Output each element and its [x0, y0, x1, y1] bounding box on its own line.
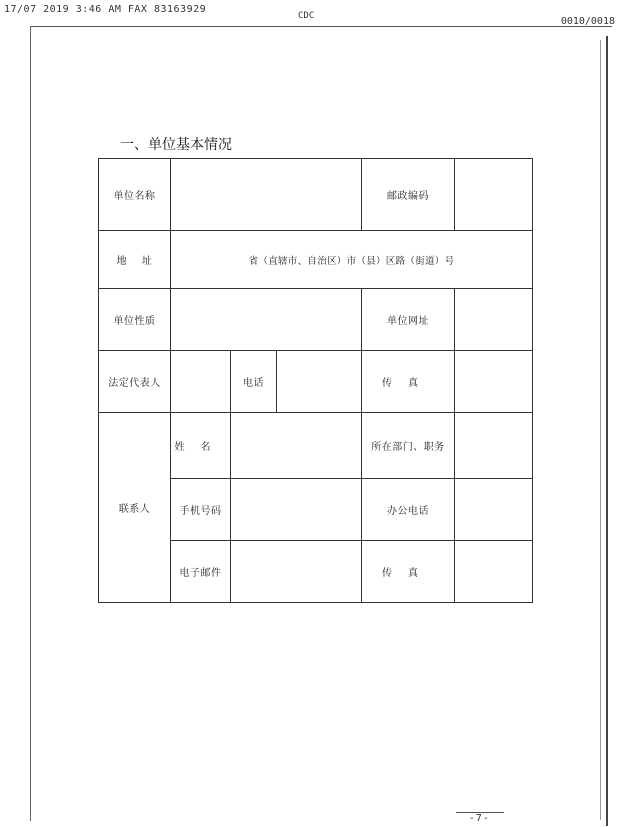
unit-nature-label: 单位性质 [99, 289, 171, 351]
form-row-address [99, 231, 533, 289]
fax-field[interactable] [455, 351, 533, 413]
mobile-field[interactable] [231, 479, 362, 541]
unit-name-label: 单位名称 [99, 159, 171, 231]
form-row-unit-nature [99, 289, 533, 351]
legal-rep-label: 法定代表人 [99, 351, 171, 413]
phone-label: 电话 [231, 351, 277, 413]
section-title: 一、单位基本情况 [120, 137, 232, 153]
office-phone-field[interactable] [455, 479, 533, 541]
office-phone-label: 办公电话 [362, 479, 455, 541]
unit-website-field[interactable] [455, 289, 533, 351]
postal-code-label: 邮政编码 [362, 159, 455, 231]
page-border-right-inner [600, 40, 601, 820]
address-label: 地 址 [99, 231, 171, 289]
unit-nature-field[interactable] [171, 289, 362, 351]
dept-position-field[interactable] [455, 413, 533, 479]
form-row-unit-name [99, 159, 533, 231]
email-field[interactable] [231, 541, 362, 603]
contact-fax-field[interactable] [455, 541, 533, 603]
unit-name-field[interactable] [171, 159, 362, 231]
page-border-right [606, 36, 608, 826]
page-border-top [30, 26, 612, 27]
form-row-contact-name [99, 413, 533, 479]
postal-code-field[interactable] [455, 159, 533, 231]
fax-label: 传真 [362, 351, 455, 413]
contact-name-label: 姓名 [171, 413, 231, 479]
mobile-label: 手机号码 [171, 479, 231, 541]
fax-header-page-count: 0010/0018 [560, 16, 615, 27]
form-row-legal-rep [99, 351, 533, 413]
unit-info-form [98, 158, 533, 603]
unit-website-label: 单位网址 [362, 289, 455, 351]
fax-header-sender: CDC [298, 11, 315, 21]
page-border-left [30, 26, 31, 821]
dept-position-label: 所在部门、职务 [362, 413, 455, 479]
legal-rep-field[interactable] [171, 351, 231, 413]
fax-header [0, 2, 623, 27]
email-label: 电子邮件 [171, 541, 231, 603]
address-field[interactable]: 省（直辖市、自治区）市（县）区路（街道）号 [171, 231, 533, 289]
phone-field[interactable] [277, 351, 362, 413]
page-number: -7- [456, 812, 504, 824]
contact-label: 联系人 [99, 413, 171, 603]
contact-fax-label: 传真 [362, 541, 455, 603]
fax-header-timestamp: 17/07 2019 3:46 AM FAX 83163929 [4, 4, 207, 15]
contact-name-field[interactable] [231, 413, 362, 479]
